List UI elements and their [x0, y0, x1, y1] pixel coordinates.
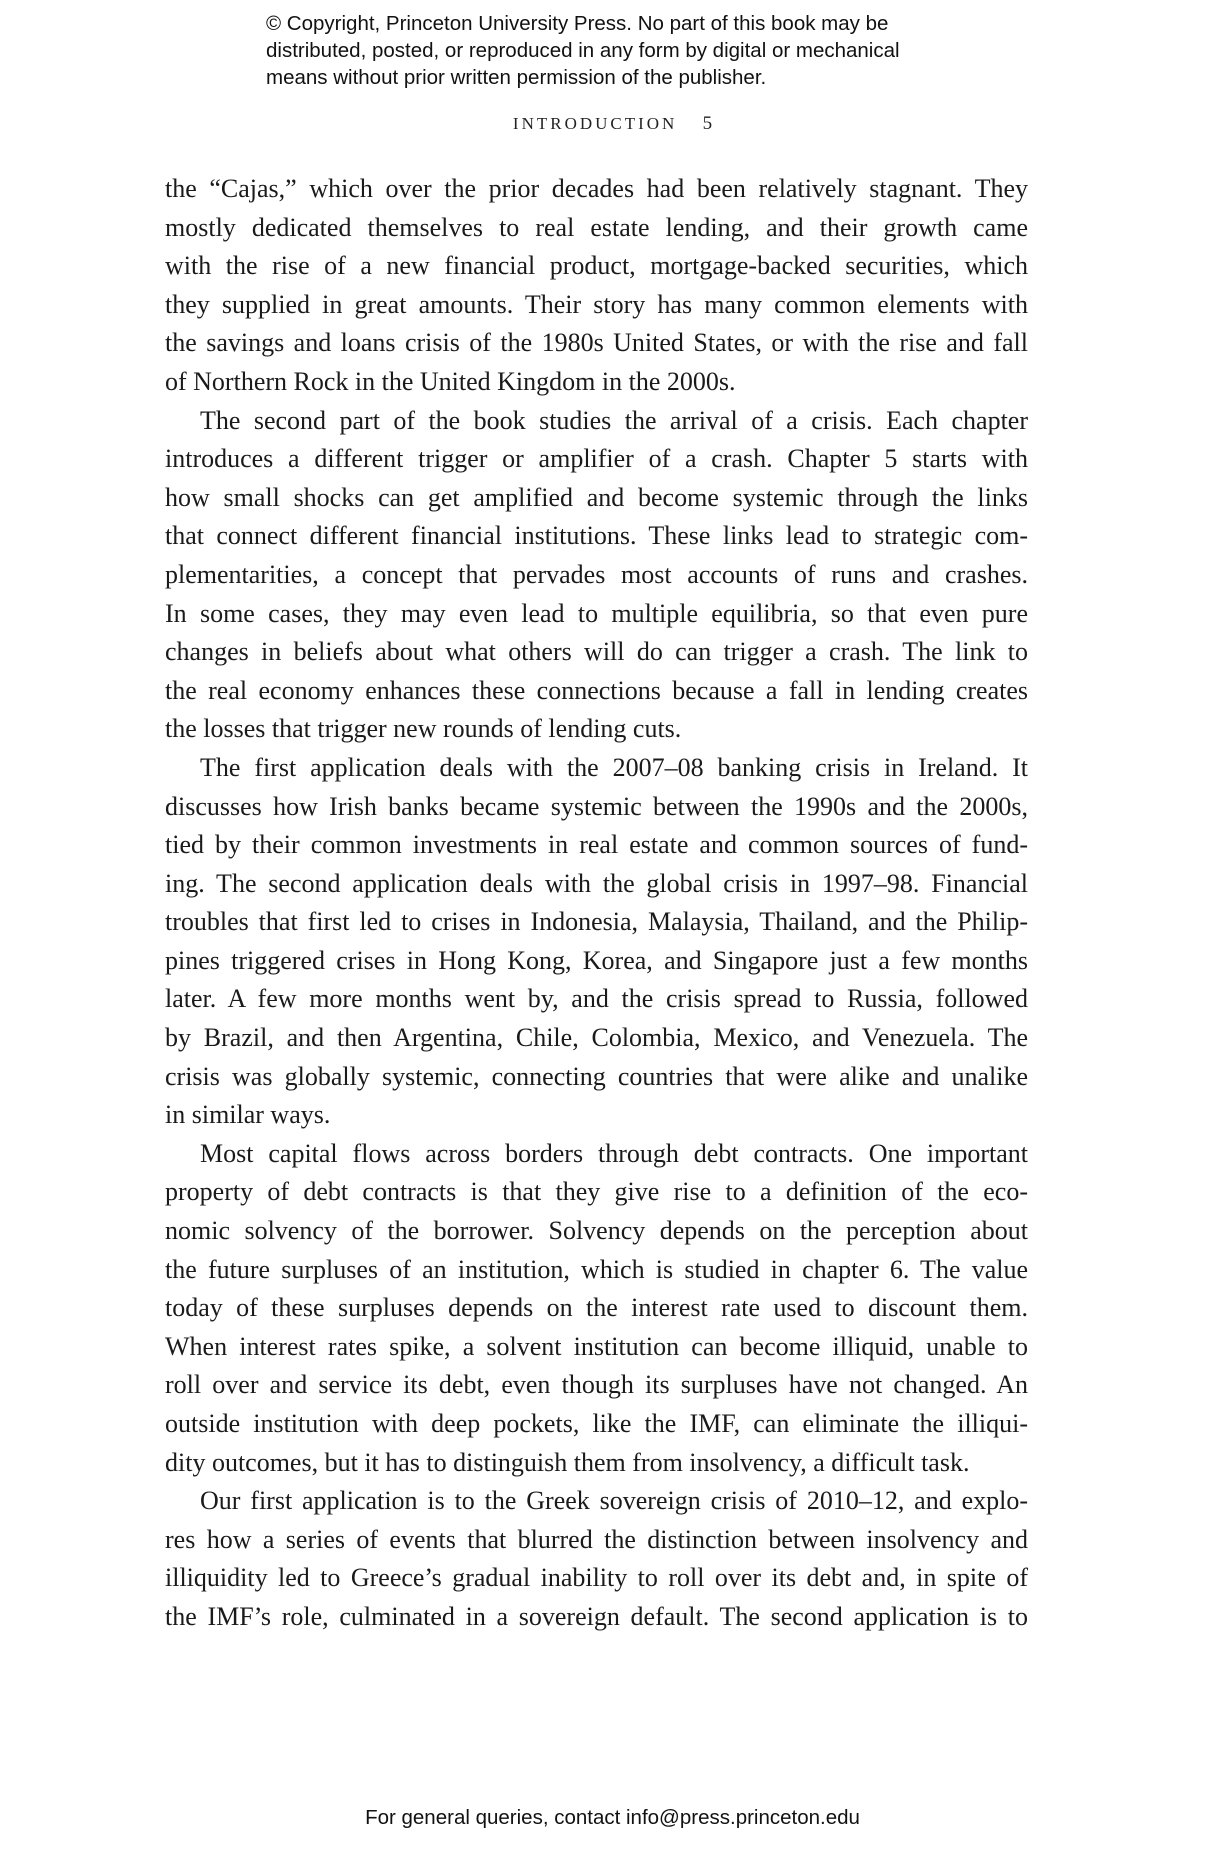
text-line: troubles that first led to crises in Indonesia, Malaysia, Thailand, and the Philip- — [165, 907, 1028, 937]
text-line: In some cases, they may even lead to multiple equilibria, so that even pure — [165, 598, 1028, 628]
text-line: outside institution with deep pockets, like the IMF, can eliminate the illiqui- — [165, 1409, 1028, 1438]
text-line: Most capital flows across borders through debt contracts. One important — [200, 1138, 1028, 1168]
text-line: by Brazil, and then Argentina, Chile, Colombia, Mexico, and Venezuela. The — [165, 1023, 1028, 1053]
text-line: tied by their common investments in real estate and common sources of fund- — [165, 830, 1028, 860]
text-line: pines triggered crises in Hong Kong, Korea, and Singapore just a few months — [165, 945, 1028, 975]
text-line: crisis was globally systemic, connecting countries that were alike and unalike — [165, 1061, 1028, 1091]
text-line: today of these surpluses depends on the interest rate used to discount them. — [165, 1293, 1028, 1323]
footer-contact: For general queries, contact info@press.princeton.edu — [365, 1806, 860, 1829]
text-line: illiquidity led to Greece’s gradual inability to roll over its debt and, in spite of — [165, 1563, 1028, 1593]
text-line: plementarities, a concept that pervades most accounts of runs and crashes. — [165, 559, 1028, 589]
text-line: later. A few more months went by, and the crisis spread to Russia, followed — [165, 984, 1028, 1014]
text-line: in similar ways. — [165, 1100, 331, 1130]
text-line: of Northern Rock in the United Kingdom in the 2000s. — [165, 366, 736, 396]
text-line: the “Cajas,” which over the prior decades had been relatively stagnant. They — [165, 174, 1028, 203]
text-line: the savings and loans crisis of the 1980s United States, or with the rise and fall — [165, 328, 1028, 358]
page-number: 5 — [702, 113, 713, 134]
text-line: res how a series of events that blurred the distinction between insolvency and — [165, 1524, 1028, 1554]
text-line: they supplied in great amounts. Their story has many common elements with — [165, 289, 1028, 319]
copyright-line: © Copyright, Princeton University Press. No part of this book may be — [266, 12, 889, 35]
text-line: the future surpluses of an institution, which is studied in chapter 6. The value — [165, 1254, 1028, 1284]
text-line: the IMF’s role, culminated in a sovereign default. The second application is to — [165, 1601, 1028, 1631]
paragraph — [165, 402, 1028, 749]
text-line: how small shocks can get amplified and become systemic through the links — [165, 482, 1028, 512]
running-head-title: INTRODUCTION — [512, 114, 678, 133]
copyright-line: distributed, posted, or reproduced in any form by digital or mechanical — [266, 39, 900, 62]
copyright-notice — [266, 10, 1026, 91]
text-line: with the rise of a new financial product, mortgage-backed securities, which — [165, 251, 1028, 281]
body-text — [165, 170, 1028, 1637]
text-line: the real economy enhances these connections because a fall in lending creates — [165, 675, 1028, 705]
paragraph — [165, 170, 1028, 402]
text-line: property of debt contracts is that they give rise to a definition of the eco- — [165, 1177, 1028, 1207]
text-line: When interest rates spike, a solvent institution can become illiquid, unable to — [165, 1331, 1028, 1361]
text-line: The second part of the book studies the arrival of a crisis. Each chapter — [200, 405, 1028, 435]
text-line: changes in beliefs about what others will do can trigger a crash. The link to — [165, 637, 1028, 667]
text-line: mostly dedicated themselves to real estate lending, and their growth came — [165, 212, 1028, 242]
paragraph — [165, 1135, 1028, 1482]
text-line: nomic solvency of the borrower. Solvency depends on the perception about — [165, 1216, 1028, 1246]
paragraph — [165, 749, 1028, 1135]
text-line: The first application deals with the 2007–08 banking crisis in Ireland. It — [200, 752, 1028, 782]
text-line: introduces a different trigger or amplifier of a crash. Chapter 5 starts with — [165, 444, 1028, 474]
text-line: discusses how Irish banks became systemic between the 1990s and the 2000s, — [165, 791, 1028, 821]
paragraph — [165, 1482, 1028, 1636]
text-line: roll over and service its debt, even though its surpluses have not changed. An — [165, 1370, 1028, 1400]
text-line: that connect different financial institutions. These links lead to strategic com- — [165, 521, 1028, 551]
text-line: Our first application is to the Greek sovereign crisis of 2010–12, and explo- — [200, 1486, 1028, 1516]
text-line: ing. The second application deals with the global crisis in 1997–98. Financial — [165, 868, 1028, 898]
running-head — [0, 113, 1225, 135]
text-line: dity outcomes, but it has to distinguish them from insolvency, a difficult task. — [165, 1447, 970, 1477]
copyright-line: means without prior written permission of the publisher. — [266, 66, 767, 89]
text-line: the losses that trigger new rounds of lending cuts. — [165, 714, 682, 744]
